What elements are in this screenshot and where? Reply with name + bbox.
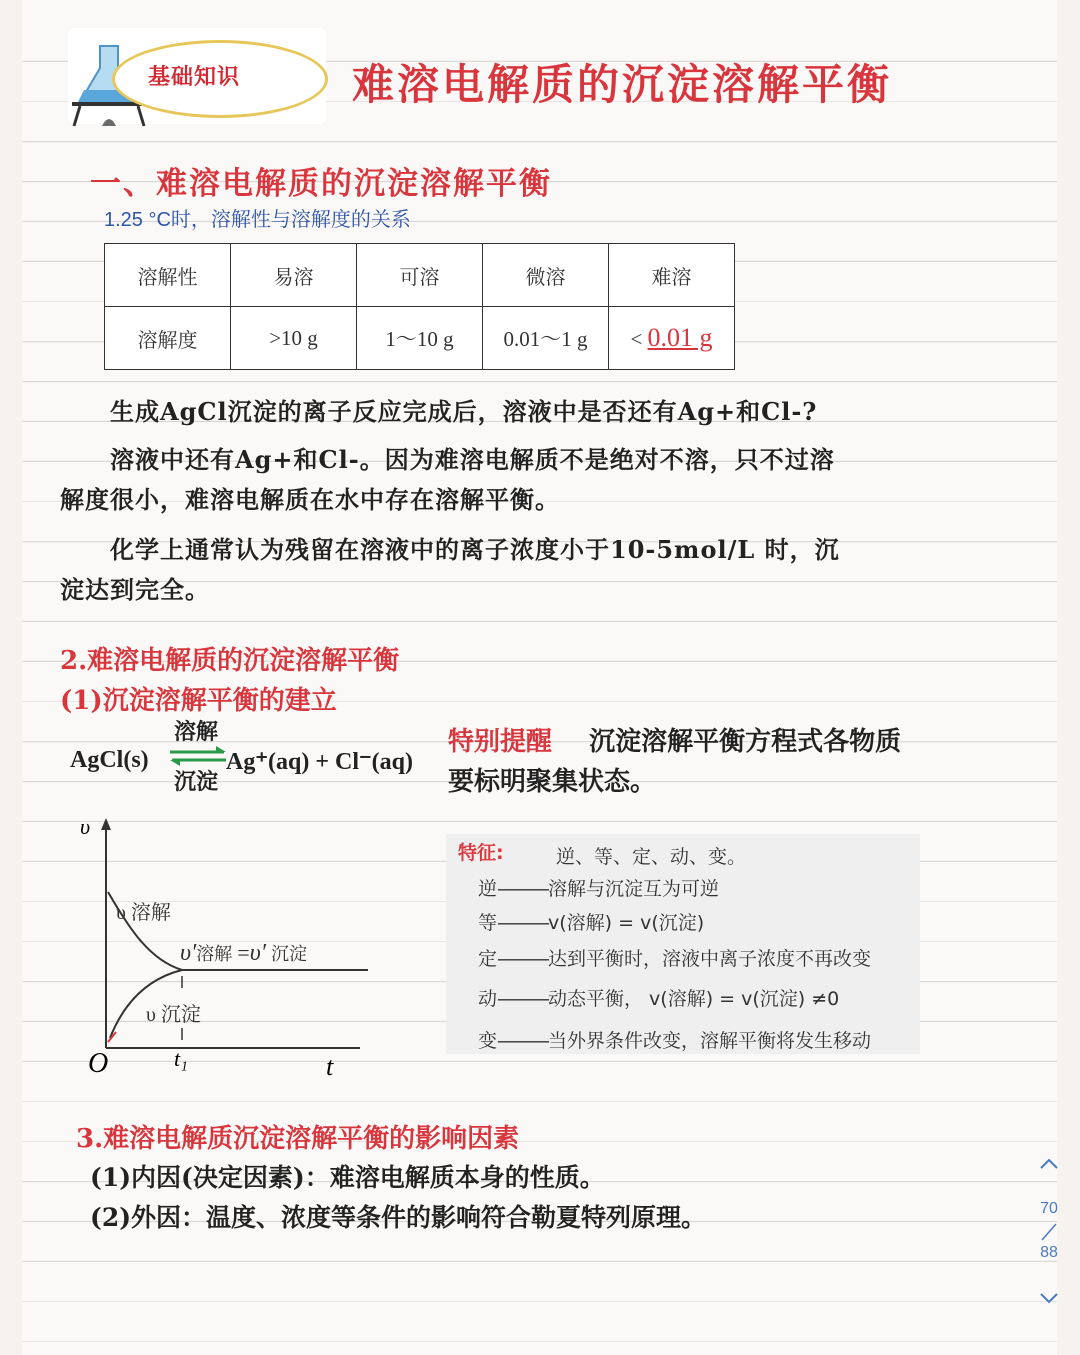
threshold-value: 0.01 g <box>647 323 713 352</box>
question-text: 生成AgCl沉淀的离子反应完成后，溶液中是否还有Ag+和Cl-? <box>110 397 818 426</box>
equation-backward-label: 沉淀 <box>174 770 219 795</box>
page-down-button[interactable] <box>1038 1290 1060 1310</box>
features-box <box>446 834 920 1054</box>
feature-item: 定———达到平衡时，溶液中离子浓度不再改变 <box>478 948 872 970</box>
origin-label: O <box>88 1048 109 1079</box>
table-row <box>105 244 735 307</box>
feature-item: 动———动态平衡， v(溶解) = v(沉淀) ≠0 <box>478 988 840 1010</box>
feature-item: 变———当外界条件改变，溶解平衡将发生移动 <box>478 1030 872 1052</box>
table-cell: 难溶 <box>609 244 735 307</box>
reminder-text: 沉淀溶解平衡方程式各物质 <box>589 727 902 757</box>
precip-curve-label: υ 沉淀 <box>146 1004 201 1026</box>
current-page: 70 <box>1040 1200 1058 1217</box>
equation-products: Ag⁺(aq) + Cl⁻(aq) <box>226 749 414 775</box>
feature-item: 等———v(溶解) = v(沉淀) <box>478 912 705 934</box>
section2-heading: 2.难溶电解质的沉淀溶解平衡 <box>60 646 400 676</box>
table-cell: 溶解性 <box>105 244 231 307</box>
solubility-table <box>104 243 735 370</box>
feature-item: 逆———溶解与沉淀互为可逆 <box>478 878 720 900</box>
total-pages: 88 <box>1040 1244 1058 1261</box>
chevron-up-icon <box>1038 1156 1060 1172</box>
table-cell: 1～10 g <box>357 307 483 370</box>
equilibrium-arrows-icon <box>168 745 228 767</box>
t1-label: t₁ <box>174 1046 188 1071</box>
table-cell: >10 g <box>231 307 357 370</box>
reminder-label: 特别提醒 <box>448 727 553 757</box>
page-divider-icon <box>1040 1222 1058 1242</box>
answer-line-1: 溶液中还有Ag+和Cl-。因为难溶电解质不是绝对不溶，只不过溶 <box>110 445 835 474</box>
table-cell: 溶解度 <box>105 307 231 370</box>
note-line-1: 化学上通常认为残留在溶液中的离子浓度小于10-5mol/L 时，沉 <box>110 535 840 564</box>
chevron-down-icon <box>1038 1290 1060 1306</box>
page-title: 难溶电解质的沉淀溶解平衡 <box>352 60 893 109</box>
table-cell: 可溶 <box>357 244 483 307</box>
dissolve-curve-label: υ 溶解 <box>116 902 171 924</box>
features-summary: 逆、等、定、动、变。 <box>556 846 747 868</box>
section3-item-1: (1)内因(决定因素)：难溶电解质本身的性质。 <box>90 1163 605 1192</box>
less-than-sign: < <box>630 327 643 351</box>
equation-reactant: AgCl(s) <box>70 747 149 773</box>
table-cell: 易溶 <box>231 244 357 307</box>
note-line-2: 淀达到完全。 <box>60 575 210 604</box>
x-axis-label: t <box>326 1052 334 1081</box>
features-label: 特征: <box>458 842 504 864</box>
equal-rate-label: υ′溶解 =υ′ 沉淀 <box>180 940 307 966</box>
section1-heading: 一、难溶电解质的沉淀溶解平衡 <box>90 166 552 202</box>
section3-item-2: (2)外因：温度、浓度等条件的影响符合勒夏特列原理。 <box>90 1203 707 1232</box>
logo-text: 基础知识 <box>148 65 241 90</box>
y-axis-arrow <box>101 818 111 830</box>
page-up-button[interactable] <box>1038 1156 1060 1176</box>
section3-heading: 3.难溶电解质沉淀溶解平衡的影响因素 <box>76 1124 520 1154</box>
special-reminder <box>448 722 901 802</box>
reminder-text-2: 要标明聚集状态。 <box>448 767 657 797</box>
y-axis-label: υ <box>80 814 91 839</box>
table-row <box>105 307 735 370</box>
table-cell: 微溶 <box>483 244 609 307</box>
table-cell <box>609 307 735 370</box>
answer-line-2: 解度很小，难溶电解质在水中存在溶解平衡。 <box>60 485 560 514</box>
section2-subheading: (1)沉淀溶解平衡的建立 <box>60 686 337 716</box>
equation-forward-label: 溶解 <box>174 720 219 745</box>
section1-subheading: 1.25 °C时，溶解性与溶解度的关系 <box>104 209 411 231</box>
table-cell: 0.01～1 g <box>483 307 609 370</box>
